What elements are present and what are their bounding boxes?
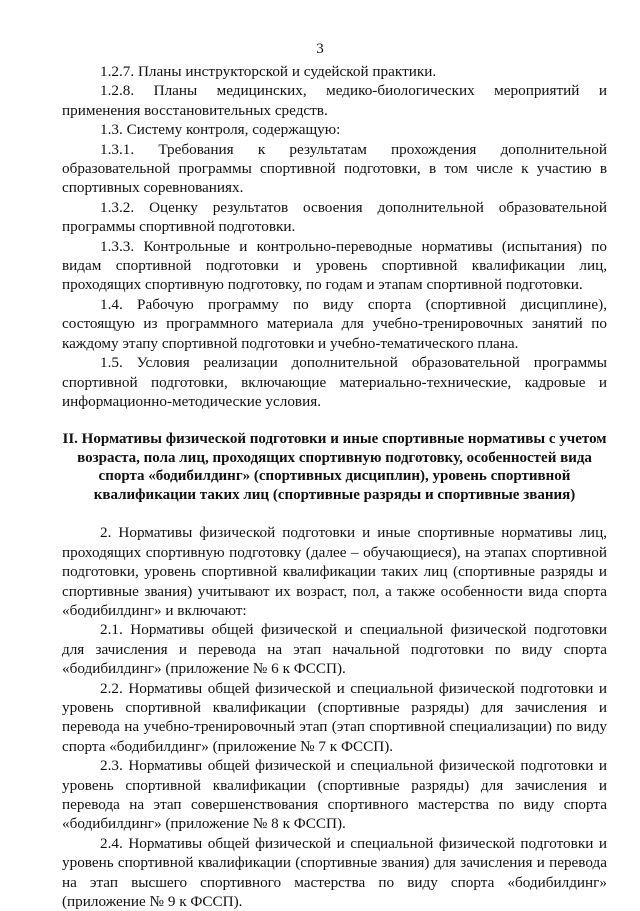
section-heading: II. Нормативы физической подготовки и иные спортивные нормативы с учетом возраста, пола лиц, проходящих спортивную подготовку, особенностей вида спорта «бодибилдинг» (спортивных дисциплин), уровень спортивной квалификации таких лиц (спортивные разряды и спортивные звания) — [62, 431, 607, 503]
paragraph-2-2: 2.2. Нормативы общей физической и специальной физической подготовки и уровень спортивной квалификации (спортивные разряды) для зачисления и перевода на учебно-тренировочный этап (этап спортивной специализации) по виду спорта «бодибилдинг» (приложение № 7 к ФССП). — [62, 679, 607, 755]
paragraph-1-3-2: 1.3.2. Оценку результатов освоения дополнительной образовательной программы спортивной подготовки. — [62, 198, 607, 236]
paragraph-1-2-8: 1.2.8. Планы медицинских, медико-биологических мероприятий и применения восстановительных средств. — [62, 82, 607, 119]
document-body — [62, 62, 607, 911]
paragraph-1-4: 1.4. Рабочую программу по виду спорта (спортивной дисциплине), состоящую из программного материала для учебно-тренировочных занятий по каждому этапу спортивной подготовки и учебно-тематического плана. — [62, 295, 607, 352]
paragraph-2-4: 2.4. Нормативы общей физической и специальной физической подготовки и уровень спортивной квалификации (спортивные звания) для зачисления и перевода на этап высшего спортивного мастерства по виду спорта «бодибилдинг» (приложение № 9 к ФССП). — [62, 834, 607, 911]
paragraph-2-3: 2.3. Нормативы общей физической и специальной физической подготовки и уровень спортивной квалификации (спортивные разряды) для зачисления и перевода на этап совершенствования спортивного мастерства по виду спорта «бодибилдинг» (приложение № 8 к ФССП). — [62, 757, 607, 833]
page-number: 3 — [316, 41, 324, 57]
paragraph-2: 2. Нормативы физической подготовки и иные спортивные нормативы лиц, проходящих спортивную подготовку (далее – обучающиеся), на этапах спортивной подготовки, уровень спортивной квалификации таких лиц (спортивные разряды и спортивные звания) учитывают их возраст, пол, а также особенности вида спорта «бодибилдинг» и включают: — [62, 524, 607, 619]
paragraph-1-3-1: 1.3.1. Требования к результатам прохождения дополнительной образовательной программы спортивной подготовки, в том числе к участию в спортивных соревнованиях. — [62, 140, 607, 197]
paragraph-1-5: 1.5. Условия реализации дополнительной образовательной программы спортивной подготовки, включающие материально-технические, кадровые и информационно-методические условия. — [62, 354, 607, 410]
paragraph-2-1: 2.1. Нормативы общей физической и специальной физической подготовки для зачисления и перевода на этап начальной подготовки по виду спорта «бодибилдинг» (приложение № 6 к ФССП). — [62, 621, 607, 678]
paragraph-1-3: 1.3. Систему контроля, содержащую: — [100, 121, 341, 139]
paragraph-1-3-3: 1.3.3. Контрольные и контрольно-переводные нормативы (испытания) по видам спортивной подготовки и уровень спортивной квалификации лиц, проходящих спортивную подготовку, по годам и этапам спортивной подготовки. — [62, 237, 607, 294]
paragraph-1-2-7: 1.2.7. Планы инструкторской и судейской практики. — [100, 63, 437, 80]
